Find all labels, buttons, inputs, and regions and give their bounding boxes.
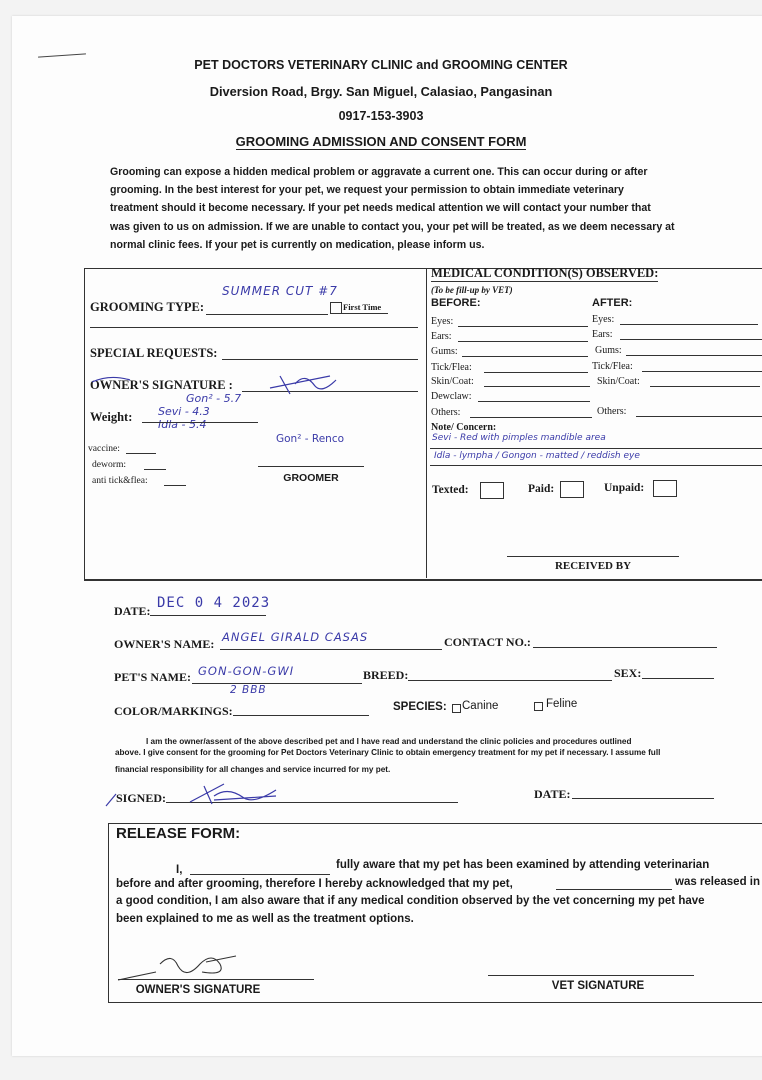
texted-label: Texted: bbox=[432, 484, 469, 496]
deworm-label: deworm: bbox=[92, 459, 127, 470]
weight-label: Weight: bbox=[90, 410, 133, 424]
intro-line: normal clinic fees. If your pet is currently on medication, please inform us. bbox=[110, 238, 485, 251]
antitick-line[interactable] bbox=[164, 485, 186, 486]
before-ears-line[interactable] bbox=[458, 341, 588, 342]
intro-line: treatment should it become necessary. If your pet needs medical attention we will contact your number that bbox=[110, 202, 651, 215]
date-label: DATE: bbox=[114, 604, 151, 618]
groomer-line[interactable] bbox=[258, 466, 364, 467]
dewclaw-line[interactable] bbox=[478, 401, 590, 402]
release-vet-sig-label: VET SIGNATURE bbox=[551, 980, 645, 992]
release-pet-line[interactable] bbox=[556, 889, 672, 890]
after-eyes-label: Eyes: bbox=[592, 314, 615, 325]
weight-entry: Sevi - 4.3 bbox=[158, 405, 210, 418]
after-tickflea-line[interactable] bbox=[642, 371, 762, 372]
received-by-label: RECEIVED BY bbox=[554, 560, 632, 572]
consent-signature-icon bbox=[104, 780, 294, 810]
consent-line-3: financial responsibility for all changes and service incurred for my pet. bbox=[115, 765, 391, 774]
unpaid-label: Unpaid: bbox=[604, 482, 645, 494]
before-gums-label: Gums: bbox=[431, 346, 458, 357]
note-line-1-rule bbox=[430, 448, 762, 449]
color-line[interactable] bbox=[233, 715, 369, 716]
dewclaw-label: Dewclaw: bbox=[431, 391, 472, 402]
consent-date-label: DATE: bbox=[534, 787, 571, 801]
paid-checkbox[interactable] bbox=[560, 481, 584, 498]
pet-name-value[interactable]: GON-GON-GWI bbox=[198, 664, 295, 678]
clinic-name: PET DOCTORS VETERINARY CLINIC and GROOMING CENTER bbox=[194, 58, 568, 72]
before-skincoat-label: Skin/Coat: bbox=[431, 376, 474, 387]
release-text-2b: was released in bbox=[675, 876, 761, 888]
pet-name-value-2: 2 BBB bbox=[230, 684, 267, 696]
grooming-type-extra-line bbox=[90, 327, 418, 328]
deworm-line[interactable] bbox=[144, 469, 166, 470]
top-section-divider bbox=[426, 268, 427, 578]
note-line-2-rule bbox=[430, 465, 762, 466]
release-i-label: I, bbox=[176, 864, 183, 876]
intro-line: grooming. In the best interest for your pet, we request your permission to obtain immediate veterinary bbox=[110, 184, 624, 197]
note-label: Note/ Concern: bbox=[431, 422, 497, 433]
special-requests-line[interactable] bbox=[222, 359, 418, 360]
form-title bbox=[0, 134, 762, 150]
before-eyes-label: Eyes: bbox=[431, 316, 454, 327]
release-vet-sig-line[interactable] bbox=[488, 975, 694, 976]
first-time-checkbox[interactable] bbox=[330, 302, 342, 314]
after-ears-label: Ears: bbox=[592, 329, 613, 340]
signed-label: SIGNED: bbox=[116, 791, 167, 805]
groomer-label: GROOMER bbox=[283, 472, 339, 484]
canine-checkbox[interactable] bbox=[452, 704, 461, 713]
weight-line[interactable] bbox=[142, 422, 258, 423]
canine-label: Canine bbox=[462, 700, 499, 712]
intro-paragraph bbox=[110, 163, 716, 254]
weights-list bbox=[158, 392, 241, 431]
after-gums-line[interactable] bbox=[626, 355, 762, 356]
breed-line[interactable] bbox=[408, 680, 612, 681]
note-line-2[interactable]: Idla - lympha / Gongon - matted / reddish eye bbox=[434, 451, 640, 461]
others-before-label: Others: bbox=[431, 407, 461, 418]
consent-date-line[interactable] bbox=[572, 798, 714, 799]
first-time-label: First Time bbox=[343, 302, 382, 312]
feline-label: Feline bbox=[546, 698, 578, 710]
owner-name-value[interactable]: ANGEL GIRALD CASAS bbox=[222, 630, 369, 644]
before-label: BEFORE: bbox=[431, 297, 481, 309]
sex-label: SEX: bbox=[614, 666, 642, 680]
release-text-2a: before and after grooming, therefore I hereby acknowledged that my pet, bbox=[116, 878, 513, 890]
groomer-value: Gon² - Renco bbox=[276, 433, 345, 445]
vaccine-label: vaccine: bbox=[88, 443, 120, 454]
before-gums-line[interactable] bbox=[462, 356, 588, 357]
after-label: AFTER: bbox=[592, 297, 633, 309]
contact-line[interactable] bbox=[533, 647, 717, 648]
release-owner-sig-line[interactable] bbox=[118, 979, 314, 980]
release-title: RELEASE FORM: bbox=[116, 825, 241, 842]
note-line-1[interactable]: Sevi - Red with pimples mandible area bbox=[432, 433, 606, 443]
first-time-underline bbox=[342, 313, 388, 314]
grooming-type-value[interactable]: SUMMER CUT #7 bbox=[222, 284, 338, 298]
grooming-type-label: GROOMING TYPE: bbox=[90, 300, 205, 314]
date-value[interactable]: DEC 0 4 2023 bbox=[157, 595, 271, 611]
medical-title bbox=[431, 266, 658, 282]
pet-name-label: PET'S NAME: bbox=[114, 670, 192, 684]
consent-body bbox=[115, 744, 725, 778]
medical-title-text: MEDICAL CONDITION(S) OBSERVED: bbox=[431, 266, 659, 280]
before-skincoat-line[interactable] bbox=[484, 386, 590, 387]
after-ears-line[interactable] bbox=[620, 339, 762, 340]
texted-checkbox[interactable] bbox=[480, 482, 504, 499]
release-name-line[interactable] bbox=[190, 874, 330, 875]
after-gums-label: Gums: bbox=[595, 345, 622, 356]
before-ears-label: Ears: bbox=[431, 331, 452, 342]
release-text-1: fully aware that my pet has been examined by attending veterinarian bbox=[336, 859, 710, 871]
owner-signature-label: OWNER'S SIGNATURE : bbox=[90, 378, 233, 392]
consent-line-1: I am the owner/assent of the above described pet and I have read and understand the clinic policies and procedures outlined bbox=[146, 737, 632, 746]
before-tickflea-label: Tick/Flea: bbox=[431, 362, 472, 373]
intro-line: Grooming can expose a hidden medical problem or aggravate a current one. This can occur during or after bbox=[110, 166, 648, 178]
received-by-line[interactable] bbox=[507, 556, 679, 557]
others-after-label: Others: bbox=[597, 406, 627, 417]
intro-line: was given to us on admission. If we are unable to contact you, your pet will be treated, as we deem necessary at bbox=[110, 220, 675, 233]
after-skincoat-label: Skin/Coat: bbox=[597, 376, 640, 387]
owner-name-label: OWNER'S NAME: bbox=[114, 637, 215, 651]
release-text-3: a good condition, I am also aware that if any medical condition observed by the vet concerning my pet have bbox=[116, 895, 705, 907]
release-text-4: been explained to me as well as the treatment options. bbox=[116, 913, 414, 925]
form-title-text: GROOMING ADMISSION AND CONSENT FORM bbox=[235, 134, 527, 149]
grooming-type-line bbox=[206, 314, 328, 315]
species-label: SPECIES: bbox=[393, 701, 447, 713]
owner-name-line bbox=[220, 649, 442, 650]
date-line bbox=[150, 615, 266, 616]
others-after-line[interactable] bbox=[636, 416, 762, 417]
color-label: COLOR/MARKINGS: bbox=[114, 704, 233, 718]
before-eyes-line[interactable] bbox=[458, 326, 588, 327]
antitick-label: anti tick&flea: bbox=[92, 475, 148, 486]
clinic-address: Diversion Road, Brgy. San Miguel, Calasiao, Pangasinan bbox=[209, 84, 553, 99]
pet-name-line bbox=[192, 683, 362, 684]
medical-subtitle: (To be fill-up by VET) bbox=[431, 285, 513, 295]
special-requests-label: SPECIAL REQUESTS: bbox=[90, 346, 218, 360]
consent-line-2: above. I give consent for the grooming for Pet Doctors Veterinary Clinic to obtain emergency treatment for my pet if necessary. I assume full bbox=[115, 748, 661, 757]
after-eyes-line[interactable] bbox=[620, 324, 758, 325]
breed-label: BREED: bbox=[363, 668, 409, 682]
paid-label: Paid: bbox=[528, 483, 555, 495]
others-before-line[interactable] bbox=[470, 417, 592, 418]
weight-entry: Gon² - 5.7 bbox=[186, 392, 242, 405]
vaccine-line[interactable] bbox=[126, 453, 156, 454]
weight-entry: Idla - 5.4 bbox=[158, 418, 207, 431]
release-owner-sig-label: OWNER'S SIGNATURE bbox=[135, 984, 261, 996]
unpaid-checkbox[interactable] bbox=[653, 480, 677, 497]
feline-checkbox[interactable] bbox=[534, 702, 543, 711]
contact-label: CONTACT NO.: bbox=[444, 635, 531, 649]
sex-line[interactable] bbox=[642, 678, 714, 679]
after-skincoat-line[interactable] bbox=[650, 386, 760, 387]
after-tickflea-label: Tick/Flea: bbox=[592, 361, 633, 372]
clinic-phone: 0917-153-3903 bbox=[338, 109, 424, 123]
before-tickflea-line[interactable] bbox=[484, 372, 588, 373]
